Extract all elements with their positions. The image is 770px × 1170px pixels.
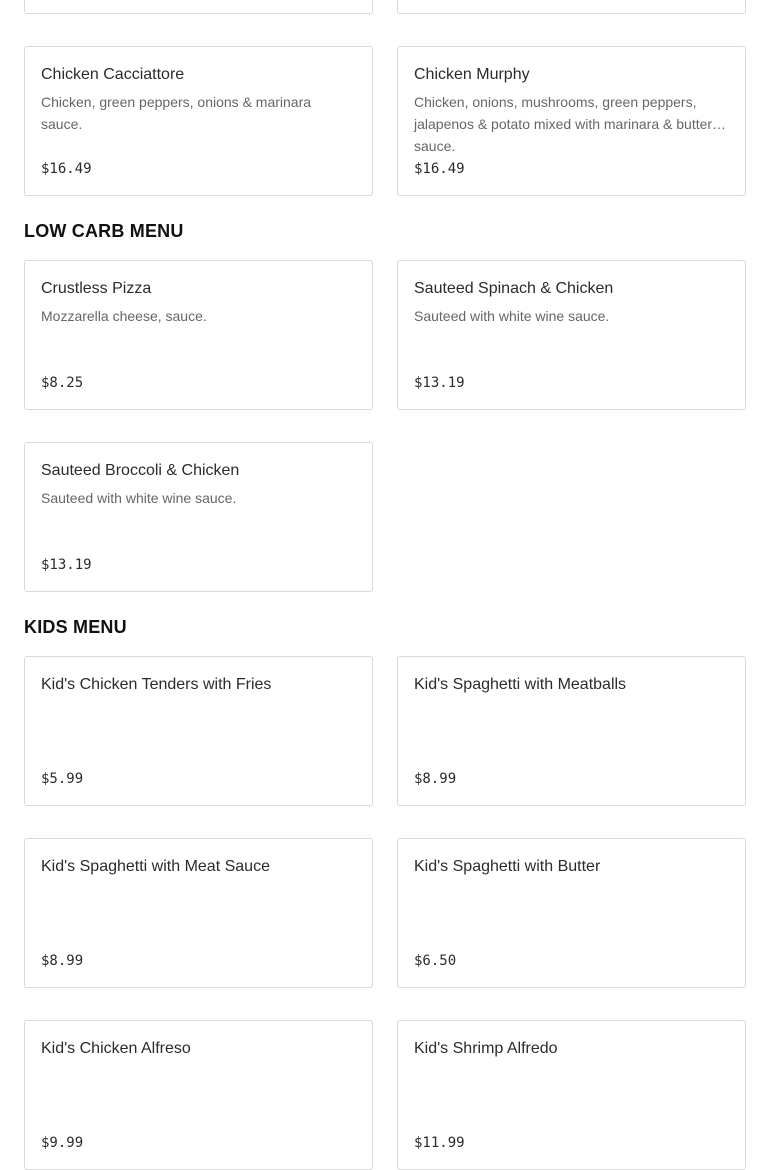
menu-item-card[interactable] [397,838,746,988]
section-heading-kids: KIDS MENU [24,617,127,637]
menu-item-card[interactable] [24,1020,373,1170]
menu-item-price: $9.99 [41,1135,84,1151]
menu-item-name: Chicken Murphy [414,66,530,83]
menu-item-card-partial[interactable] [24,0,373,14]
menu-item-card[interactable] [397,1020,746,1170]
menu-item-card[interactable] [24,838,373,988]
menu-item-description: Sauteed with white wine sauce. [414,308,610,324]
menu-item-price: $16.49 [414,161,465,177]
menu-item-description: Chicken, onions, mushrooms, green peppers, jalapenos & potato mixed with marinara & butter sauce. [414,94,713,154]
menu-item-card[interactable] [24,656,373,806]
menu-item-card[interactable] [397,46,746,196]
menu-item-name: Kid's Shrimp Alfredo [414,1040,558,1057]
menu-item-price: $5.99 [41,771,84,787]
menu-item-card[interactable] [24,260,373,410]
menu-item-price: $13.19 [41,557,92,573]
menu-item-price: $6.50 [414,953,457,969]
menu-item-price: $16.49 [41,161,92,177]
section-heading-low-carb: LOW CARB MENU [24,221,184,241]
menu-item-card[interactable] [397,260,746,410]
menu-item-name: Kid's Spaghetti with Meat Sauce [41,858,270,875]
menu-item-card[interactable] [24,442,373,592]
menu-item-name: Kid's Chicken Tenders with Fries [41,676,272,693]
menu-item-name: Kid's Spaghetti with Butter [414,858,601,875]
menu-item-price: $8.99 [414,771,457,787]
menu-item-description: Sauteed with white wine sauce. [41,490,237,506]
menu-item-name: Kid's Chicken Alfreso [41,1040,191,1057]
menu-item-description: Chicken, green peppers, onions & marinara sauce. [41,94,312,132]
menu-item-name: Crustless Pizza [41,280,152,297]
menu-item-price: $11.99 [414,1135,465,1151]
menu-item-price: $13.19 [414,375,465,391]
menu-item-card[interactable] [397,656,746,806]
menu-item-price: $8.25 [41,375,84,391]
menu-item-card-partial[interactable] [397,0,746,14]
menu-item-description: Mozzarella cheese, sauce. [41,308,207,324]
menu-item-price: $8.99 [41,953,84,969]
menu-item-card[interactable] [24,46,373,196]
menu-item-name: Sauteed Broccoli & Chicken [41,462,240,479]
menu-item-name: Sauteed Spinach & Chicken [414,280,614,297]
menu-item-name: Chicken Cacciattore [41,66,185,83]
menu-item-name: Kid's Spaghetti with Meatballs [414,676,627,693]
